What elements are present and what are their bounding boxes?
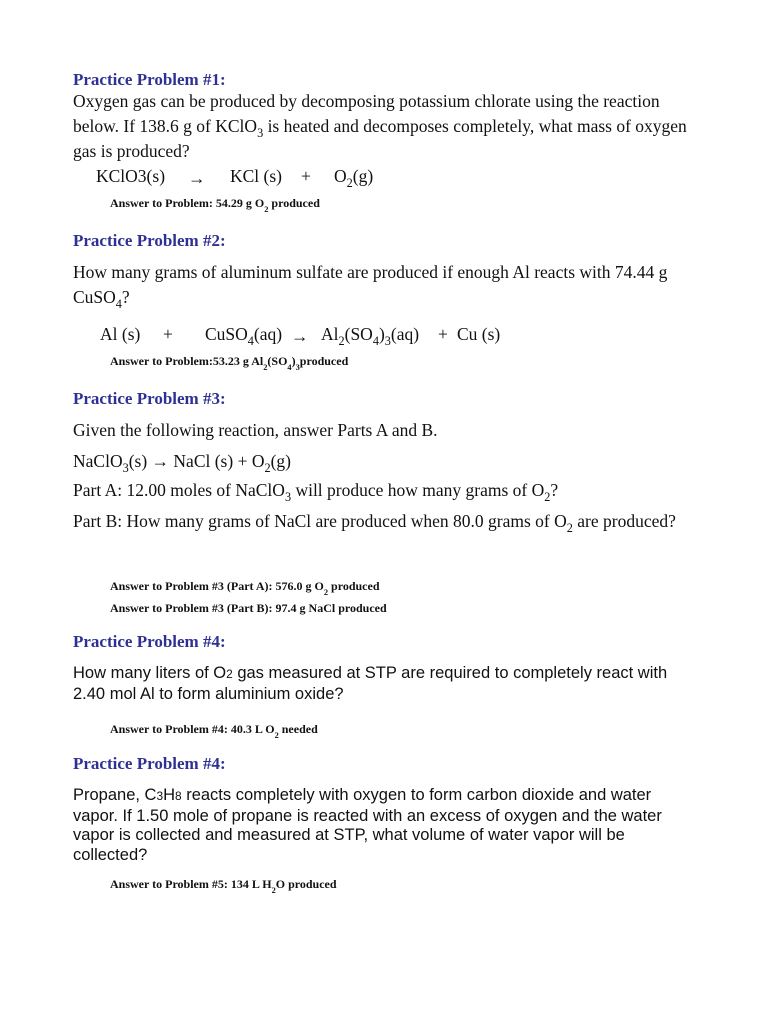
eq-2-reactant-1: Al (s)	[100, 324, 141, 344]
problem-3-equation: NaClO$_3$(s) → NaCl $(s) + O_2(g)$	[73, 451, 291, 475]
problem-3-intro: Given the following reaction, answer Parts A and B.	[73, 420, 438, 440]
problem-2-heading: Practice Problem #2:	[73, 231, 226, 250]
eq-2-arrow: →	[291, 326, 309, 346]
eq-1-reactant: KClO3(s)	[96, 166, 166, 186]
answer-1: Answer to Problem: 54.29 g $O_2$ produced	[110, 196, 320, 214]
problem-3-heading: Practice Problem #3:	[73, 389, 226, 408]
eq-1-product-1: KCl (s)	[230, 166, 283, 186]
eq-2-product-1: $Al_2(SO_4)_3(aq)$	[321, 324, 420, 348]
eq-2-reactant-2: CuSO$_4$(aq)	[205, 324, 283, 348]
eq-2-plus-1: +	[163, 324, 173, 344]
answer-4: Answer to Problem #4: 40.3 L $O_2$ needed	[110, 722, 318, 740]
eq-1-plus: +	[301, 166, 311, 186]
problem-3-part-b: Part B: How many grams of NaCl are produced when 80.0 grams of $O_2$ are produced?	[73, 511, 676, 535]
eq-2-product-2: Cu (s)	[457, 324, 501, 344]
problem-3-part-a: Part A: 12.00 moles of NaClO$_3$ will produce how many grams of $O_2$?	[73, 480, 559, 504]
answer-5: Answer to Problem #5: 134 L $H_2O$ produced	[110, 877, 337, 895]
problem-5-text: Propane, C3H8 reacts completely with oxygen to form carbon dioxide and water vapor. If 1.50 mole of propane is reacted with an excess of oxygen and the water vapor is collected and measured at STP, what volume of water vapor will be collected?	[73, 786, 662, 864]
problem-4-text: How many liters of O2 gas measured at STP are required to completely react with 2.40 mol Al to form aluminium oxide?	[73, 664, 668, 703]
problem-5-heading: Practice Problem #4:	[73, 754, 226, 773]
eq-1-arrow: →	[188, 168, 206, 188]
answer-3a: Answer to Problem #3 (Part A): 576.0 g $O_2$ produced	[110, 579, 380, 597]
problem-1-heading: Practice Problem #1:	[73, 70, 226, 89]
problem-4-heading: Practice Problem #4:	[73, 632, 226, 651]
answer-3b: Answer to Problem #3 (Part B): 97.4 g NaCl produced	[110, 601, 387, 615]
problem-1-text: Oxygen gas can be produced by decomposing potassium chlorate using the reaction below. If 138.6 g of KClO$_3$ is heated and decomposes completely, what mass of oxygen gas is produced?	[73, 91, 687, 161]
answer-2: Answer to Problem:53.23 g $Al_2(SO_4)_3produced$	[110, 354, 349, 372]
eq-2-plus-2: +	[438, 324, 448, 344]
problem-2-text: How many grams of aluminum sulfate are produced if enough Al reacts with 74.44 g CuSO$_4$?	[73, 262, 668, 311]
eq-1-product-2: $O_2(g)$	[334, 166, 374, 190]
